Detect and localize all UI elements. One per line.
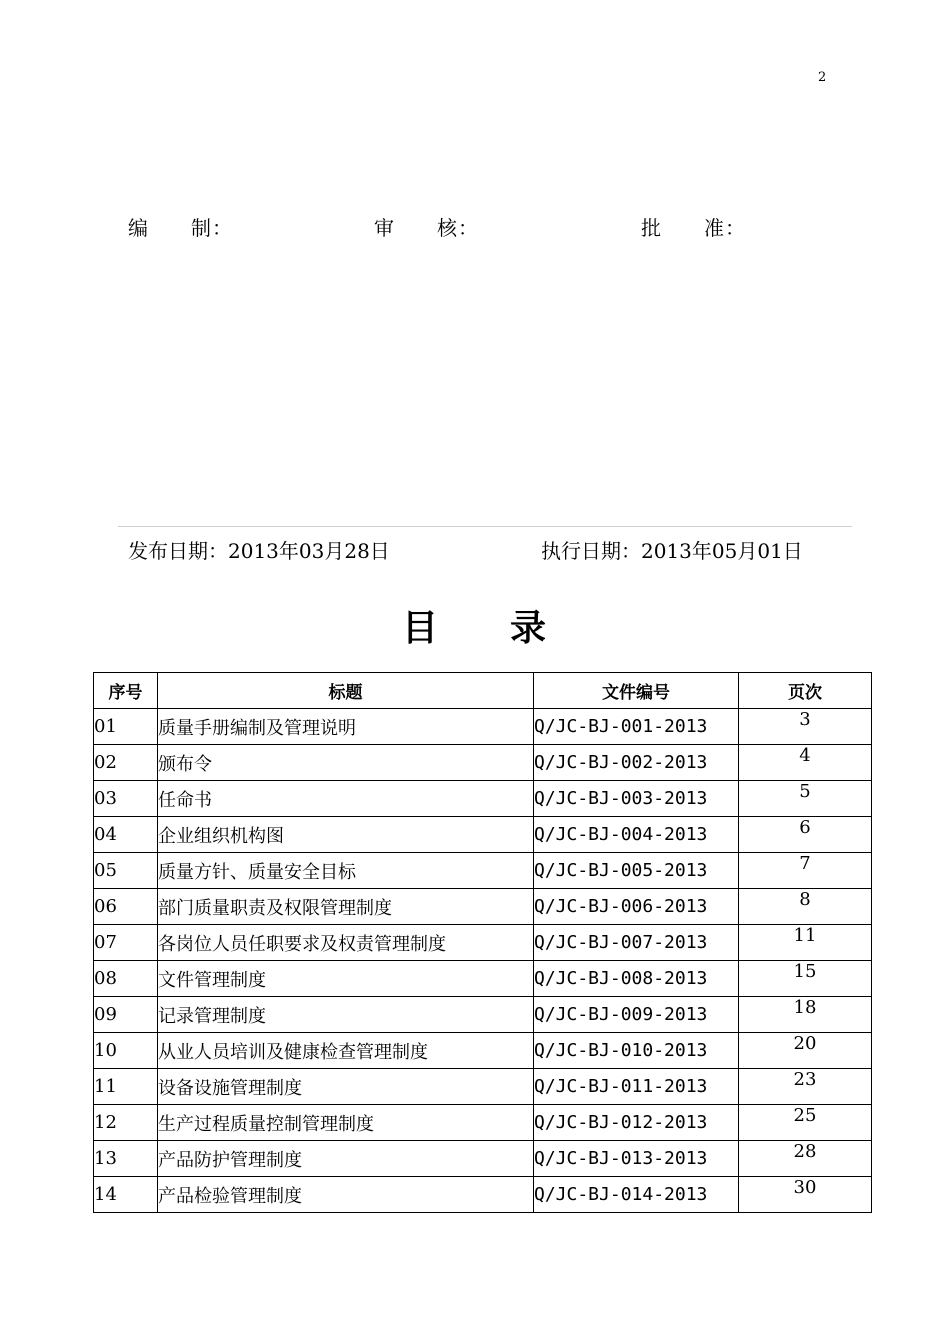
reviewer-signature-label: 审 核： [374,216,479,240]
row-file-code: Q/JC-BJ-011-2013 [534,1069,739,1105]
row-number: 10 [94,1033,158,1069]
row-page: 5 [739,781,872,817]
table-row [94,745,872,781]
toc-title-left: 目 [401,608,440,649]
header-number: 序号 [94,673,158,709]
divider-line [118,526,852,527]
row-page: 18 [739,997,872,1033]
row-file-code: Q/JC-BJ-004-2013 [534,817,739,853]
row-file-code: Q/JC-BJ-014-2013 [534,1177,739,1213]
row-title: 任命书 [158,781,534,817]
row-number: 03 [94,781,158,817]
row-title: 从业人员培训及健康检查管理制度 [158,1033,534,1069]
row-title: 生产过程质量控制管理制度 [158,1105,534,1141]
editor-signature-label: 编 制： [128,216,233,240]
row-number: 13 [94,1141,158,1177]
row-number: 09 [94,997,158,1033]
row-page: 25 [739,1105,872,1141]
row-page: 7 [739,853,872,889]
row-page: 30 [739,1177,872,1213]
row-title: 质量方针、质量安全目标 [158,853,534,889]
row-file-code: Q/JC-BJ-006-2013 [534,889,739,925]
row-title: 设备设施管理制度 [158,1069,534,1105]
row-page: 23 [739,1069,872,1105]
table-row [94,889,872,925]
row-file-code: Q/JC-BJ-002-2013 [534,745,739,781]
table-row [94,853,872,889]
row-file-code: Q/JC-BJ-010-2013 [534,1033,739,1069]
row-title: 部门质量职责及权限管理制度 [158,889,534,925]
row-number: 04 [94,817,158,853]
row-page: 28 [739,1141,872,1177]
row-page: 20 [739,1033,872,1069]
approver-signature-label: 批 准： [641,216,746,240]
release-date: 发布日期：2013年03月28日 [128,539,390,563]
table-row [94,709,872,745]
execution-date: 执行日期：2013年05月01日 [541,539,803,563]
row-number: 07 [94,925,158,961]
row-number: 14 [94,1177,158,1213]
row-file-code: Q/JC-BJ-001-2013 [534,709,739,745]
row-title: 产品检验管理制度 [158,1177,534,1213]
table-row [94,1105,872,1141]
row-number: 06 [94,889,158,925]
toc-header-row [94,673,872,709]
header-file-code: 文件编号 [534,673,739,709]
row-file-code: Q/JC-BJ-013-2013 [534,1141,739,1177]
header-page: 页次 [739,673,872,709]
table-row [94,817,872,853]
row-title: 文件管理制度 [158,961,534,997]
table-row [94,781,872,817]
row-page: 3 [739,709,872,745]
row-page: 4 [739,745,872,781]
row-page: 11 [739,925,872,961]
row-page: 8 [739,889,872,925]
row-title: 产品防护管理制度 [158,1141,534,1177]
table-row [94,961,872,997]
row-page: 15 [739,961,872,997]
page-number: 2 [818,70,827,85]
row-file-code: Q/JC-BJ-008-2013 [534,961,739,997]
row-number: 11 [94,1069,158,1105]
row-number: 02 [94,745,158,781]
table-row [94,925,872,961]
row-title: 企业组织机构图 [158,817,534,853]
header-title: 标题 [158,673,534,709]
row-number: 01 [94,709,158,745]
table-row [94,997,872,1033]
table-row [94,1069,872,1105]
table-row [94,1033,872,1069]
row-number: 12 [94,1105,158,1141]
row-page: 6 [739,817,872,853]
toc-title [0,600,950,651]
table-row [94,1177,872,1213]
row-number: 08 [94,961,158,997]
row-title: 颁布令 [158,745,534,781]
toc-title-right: 录 [510,608,549,649]
row-file-code: Q/JC-BJ-009-2013 [534,997,739,1033]
row-title: 各岗位人员任职要求及权责管理制度 [158,925,534,961]
row-number: 05 [94,853,158,889]
table-row [94,1141,872,1177]
row-title: 质量手册编制及管理说明 [158,709,534,745]
row-title: 记录管理制度 [158,997,534,1033]
row-file-code: Q/JC-BJ-012-2013 [534,1105,739,1141]
row-file-code: Q/JC-BJ-007-2013 [534,925,739,961]
row-file-code: Q/JC-BJ-003-2013 [534,781,739,817]
row-file-code: Q/JC-BJ-005-2013 [534,853,739,889]
toc-table [93,672,872,1213]
